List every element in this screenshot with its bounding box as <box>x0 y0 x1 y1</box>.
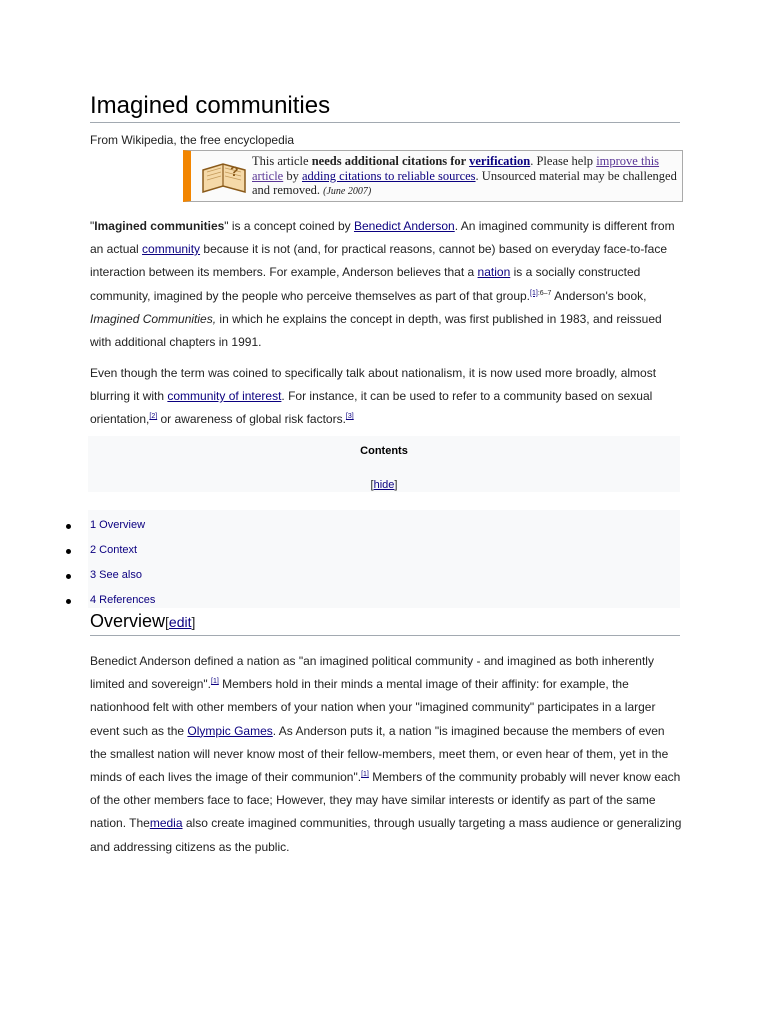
text: Members hold in their minds a mental image of their affinity: for example, the nationhood felt with other members of your nation when your "imagined community" participates in a larger event such as the <box>90 677 656 738</box>
toc-item-context[interactable]: 2 Context <box>90 544 138 556</box>
book-question-icon <box>199 156 249 198</box>
page-title: Imagined communities <box>90 92 680 123</box>
text: in which he explains the concept in depth, was first published in 1983, and reissued with additional chapters in 1991. <box>90 311 662 350</box>
citation-notice-text <box>252 154 677 200</box>
toc-item-references[interactable]: 4 References <box>90 594 156 606</box>
bold-term: Imagined communities <box>94 219 225 233</box>
heading-text: Overview <box>90 611 166 631</box>
reference-2-link[interactable]: [2] <box>149 413 158 421</box>
notice-text: This article <box>252 154 312 168</box>
text: also create imagined communities, through usually targeting a mass audience or generalizing and addressing citizens as the public. <box>90 816 682 854</box>
toc-item-see-also[interactable]: 3 See also <box>90 569 142 581</box>
text: Benedict Anderson defined a nation as "an imagined political community - and imagined as both inherently limited and sovereign". <box>90 654 654 692</box>
nation-link[interactable]: nation <box>477 265 511 280</box>
olympic-games-link[interactable]: Olympic Games <box>187 723 273 738</box>
toc-item-overview[interactable]: 1 Overview <box>90 519 146 531</box>
text: Even though the term was coined to specifically talk about nationalism, it is now used more broadly, almost blurring it with <box>90 366 657 404</box>
reference-3-link[interactable]: [3] <box>345 413 354 421</box>
reference-1-link[interactable]: [1] <box>361 771 369 779</box>
intro-paragraph-1 <box>90 215 682 354</box>
tagline: From Wikipedia, the free encyclopedia <box>90 133 295 147</box>
citation-notice-box <box>183 150 683 202</box>
toc-hide-toggle <box>88 479 680 491</box>
text: . As Anderson puts it, a nation "is imagined because the members of even the smallest nation will never know most of their fellow-members, meet them, or even hear of them, yet in the minds of each lives the image of their communion". <box>90 723 669 785</box>
svg-text:?: ? <box>230 163 239 179</box>
text: Anderson's book, <box>551 288 647 303</box>
reference-1-link[interactable]: [1] <box>530 289 538 297</box>
notice-text: by <box>283 168 302 183</box>
notice-text: . Unsourced material may be challenged and removed. <box>252 168 677 197</box>
notice-bold: needs additional citations for <box>311 154 470 168</box>
improve-article-link[interactable]: improve this article <box>252 154 660 183</box>
notice-text: . Please help <box>530 154 597 168</box>
community-link[interactable]: community <box>142 242 201 257</box>
text: " <box>90 219 95 233</box>
bracket: [ <box>165 614 169 630</box>
bullet-icon <box>66 549 71 554</box>
overview-paragraph <box>90 650 682 859</box>
book-title: Imagined Communities, <box>90 311 217 326</box>
text: Members of the community probably will never know each of the other members face to face; However, they may have similar interests or identify as part of the same nation. The <box>90 770 681 831</box>
community-of-interest-link[interactable]: community of interest <box>167 389 282 404</box>
text: is a socially constructed community, imagined by the people who perceive themselves as part of that group. <box>90 265 641 303</box>
text: . For instance, it can be used to refer to a community based on sexual orientation, <box>90 389 653 427</box>
notice-date: (June 2007) <box>323 186 372 197</box>
text: " is a concept coined by <box>224 219 354 233</box>
edit-section-link[interactable]: edit <box>168 614 192 630</box>
toc-list <box>88 510 680 608</box>
bullet-icon <box>66 524 71 529</box>
text: because it is not (and, for practical reasons, cannot be) based on everyday face-to-face interaction between its members. For example, Anderson believes that a <box>90 242 667 280</box>
bracket: ] <box>191 614 196 630</box>
verification-link[interactable]: verification <box>469 154 531 168</box>
text: or awareness of global risk factors. <box>157 412 346 427</box>
bracket: [ <box>370 479 374 491</box>
overview-heading <box>90 611 680 636</box>
bullet-icon <box>66 574 71 579</box>
text: . An imagined community is different from an actual <box>90 219 675 257</box>
table-of-contents <box>88 436 680 492</box>
benedict-anderson-link[interactable]: Benedict Anderson <box>353 219 455 233</box>
reference-pages: :6–7 <box>537 289 552 297</box>
bullet-icon <box>66 599 71 604</box>
adding-citations-link[interactable]: adding citations to reliable sources <box>301 168 476 183</box>
media-link[interactable]: media <box>149 816 183 831</box>
reference-1-link[interactable]: [1] <box>211 678 219 686</box>
toc-title: Contents <box>360 445 408 457</box>
intro-paragraph-2 <box>90 362 682 432</box>
bracket: ] <box>394 479 398 491</box>
toc-hide-link[interactable]: hide <box>373 479 395 491</box>
